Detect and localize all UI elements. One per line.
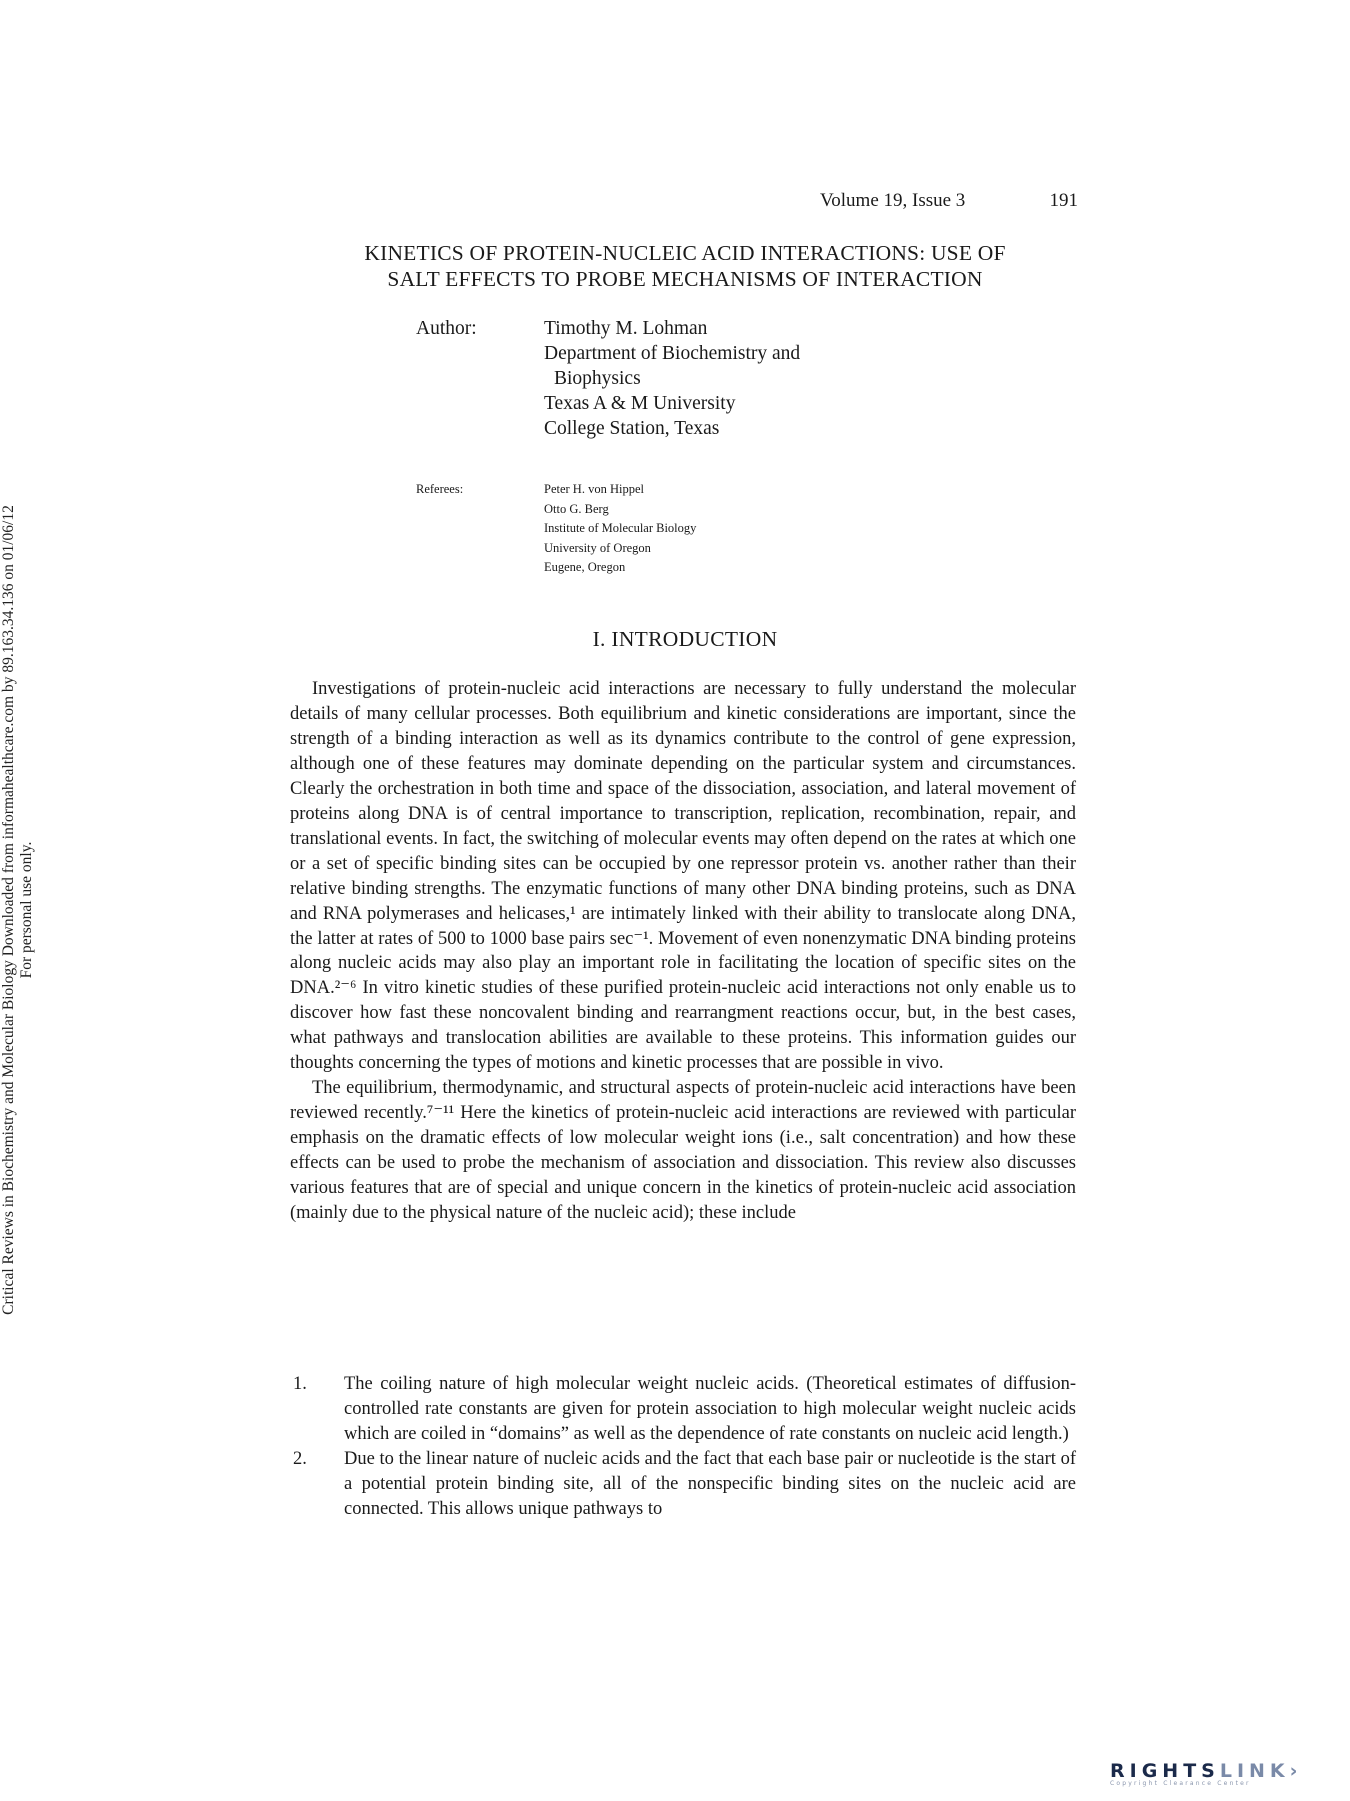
- logo-dark-text: RIGHTS: [1110, 1760, 1220, 1782]
- download-margin-note: [0, 470, 36, 1350]
- list-text: Due to the linear nature of nucleic acids and the fact that each base pair or nucleotide is the start of a potential protein binding site, all of the nonspecific binding sites on the nucleic acid are connected. This allows unique pathways to: [344, 1448, 1076, 1519]
- list-text: The coiling nature of high molecular weight nucleic acids. (Theoretical estimates of diffusion-controlled rate constants are given for protein association to high molecular weight nucleic acids which are coiled in “domains” as well as the dependence of rate constants on nucleic acid length.): [344, 1374, 1076, 1444]
- title-line-2: SALT EFFECTS TO PROBE MECHANISMS OF INTERACTION: [387, 267, 983, 291]
- margin-note-line-2: For personal use only.: [18, 841, 35, 979]
- body-text: [290, 677, 1076, 1226]
- numbered-list: [290, 1372, 1076, 1522]
- logo-tagline: Copyright Clearance Center: [1110, 1780, 1251, 1787]
- paragraph: The equilibrium, thermodynamic, and structural aspects of protein-nucleic acid interactions have been reviewed recently.⁷⁻¹¹ Here the kinetics of protein-nucleic acid interactions are reviewed with particular emphasis on the dramatic effects of low molecular weight ions (i.e., salt concentration) and how these effects can be used to probe the mechanism of association and dissociation. This review also discusses various features that are of special and unique concern in the kinetics of protein-nucleic acid association (mainly due to the physical nature of the nucleic acid); these include: [290, 1078, 1076, 1224]
- referee-line: Otto G. Berg: [544, 501, 609, 516]
- referee-line: Eugene, Oregon: [544, 560, 626, 574]
- article-title: [250, 240, 1120, 292]
- author-location: College Station, Texas: [544, 418, 720, 439]
- logo-light-text: LINK: [1219, 1760, 1290, 1782]
- volume-issue: Volume 19, Issue 3: [820, 190, 966, 211]
- referee-line: Institute of Molecular Biology: [544, 521, 697, 535]
- list-item: [290, 1447, 1076, 1522]
- referee-list: [544, 480, 844, 578]
- section-heading: I. INTRODUCTION: [592, 627, 778, 651]
- referee-line: University of Oregon: [544, 540, 651, 555]
- paragraph: Investigations of protein-nucleic acid interactions are necessary to fully understand the molecular details of many cellular processes. Both equilibrium and kinetic considerations are important, since the strength of a binding interaction as well as its dynamics contribute to the control of gene expression, although one of these features may dominate depending on the particular system and circumstances. Clearly the orchestration in both time and space of the dissociation, association, and lateral movement of proteins along DNA is of central importance to transcription, replication, recombination, repair, and translational events. In fact, the switching of molecular events may often depend on the rates at which one or a set of specific binding sites can be occupied by one repressor protein vs. another rather than their relative binding strengths. The enzymatic functions of many other DNA binding proteins, such as DNA and RNA polymerases and helicases,¹ are intimately linked with their ability to translocate along DNA, the latter at rates of 500 to 1000 base pairs sec⁻¹. Movement of even nonenzymatic DNA binding proteins along nucleic acids may also play an important role in facilitating the location of specific sites on the DNA.²⁻⁶ In vitro kinetic studies of these purified protein-nucleic acid interactions not only enable us to discover how fast these noncovalent binding and rearrangment reactions occur, but, in the best cases, what pathways and translocation abilities are available to these proteins. This information guides our thoughts concerning the types of motions and kinetic processes that are possible in vivo.: [290, 679, 1076, 1074]
- author-label: Author:: [416, 318, 477, 339]
- page-number: 191: [1049, 190, 1078, 211]
- list-number: 2.: [293, 1448, 307, 1469]
- author-department-cont: Biophysics: [554, 368, 641, 389]
- author-department: Department of Biochemistry and: [544, 343, 801, 364]
- author-name: Timothy M. Lohman: [544, 318, 708, 339]
- author-university: Texas A & M University: [544, 393, 736, 414]
- list-item: [290, 1372, 1076, 1447]
- rightslink-logo: RIGHTSLINK› Copyright Clearance Center: [1110, 1760, 1330, 1787]
- title-line-1: KINETICS OF PROTEIN-NUCLEIC ACID INTERACTIONS: USE OF: [364, 241, 1006, 265]
- author-affiliation: [544, 316, 944, 441]
- referee-line: Peter H. von Hippel: [544, 482, 644, 496]
- margin-note-line-1: Critical Reviews in Biochemistry and Molecular Biology Downloaded from informahealthcare.com by 89.163.34.136 on 01/06/12: [0, 505, 17, 1315]
- referees-label: Referees:: [416, 482, 464, 496]
- list-number: 1.: [293, 1374, 307, 1394]
- running-head: [820, 190, 1078, 212]
